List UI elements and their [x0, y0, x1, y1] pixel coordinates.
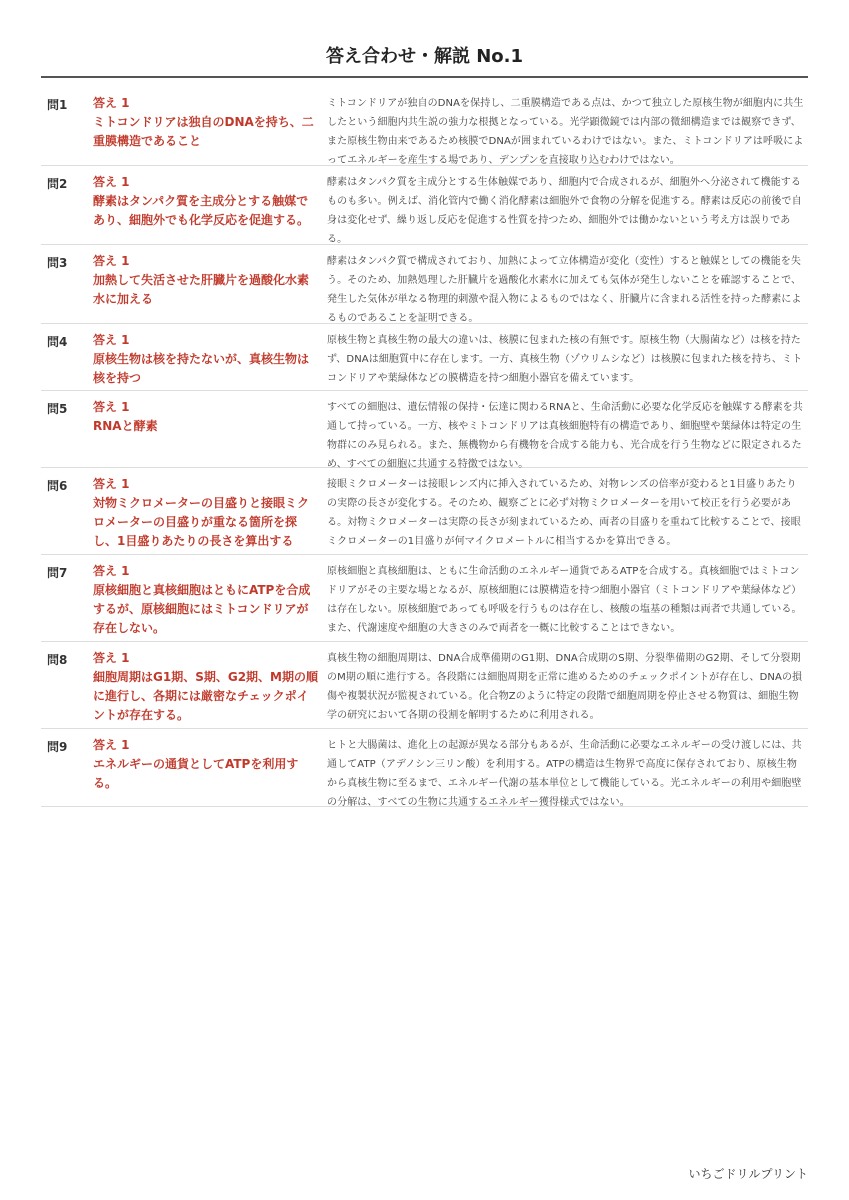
answer-text: 酵素はタンパク質を主成分とする触媒であり、細胞外でも化学反応を促進する。 — [93, 194, 310, 227]
explanation-text: 原核生物と真核生物の最大の違いは、核膜に包まれた核の有無です。原核生物（大腸菌など）は核を持たず、DNAは細胞質中に存在します。一方、真核生物（ゾウリムシなど）は核膜に包まれた核を持ち、ミトコンドリアや葉緑体などの膜構造を持つ細胞小器官を備えています。 — [327, 335, 803, 384]
question-row-4 — [41, 324, 808, 391]
explanation-text: 真核生物の細胞周期は、DNA合成準備期のG1期、DNA合成期のS期、分裂準備期のG2期、そして分裂期のM期の順に進行する。各段階には細胞周期を正常に進めるためのチェックポイントが存在し、DNAの損傷や複製状況が監視されている。化合物Zのように特定の段階で細胞周期を停止させる物質は、細胞生物学の研究において各期の役割を解明するために利用される。 — [327, 653, 803, 721]
question-row-8 — [41, 642, 808, 729]
answer-text: 細胞周期はG1期、S期、G2期、M期の順に進行し、各期には厳密なチェックポイントが存在する。 — [93, 670, 318, 722]
answer-cell — [93, 555, 327, 641]
question-row-6 — [41, 468, 808, 555]
answer-cell — [93, 642, 327, 728]
answer-cell — [93, 166, 327, 244]
question-number: 問8 — [47, 653, 68, 667]
answer-text: 加熱して失活させた肝臓片を過酸化水素水に加える — [93, 273, 310, 306]
answer-cell — [93, 245, 327, 323]
answer-label: 答え 1 — [93, 254, 130, 268]
explanation-text: ヒトと大腸菌は、進化上の起源が異なる部分もあるが、生命活動に必要なエネルギーの受け渡しには、共通してATP（アデノシン三リン酸）を利用する。ATPの構造は生物界で高度に保存されており、原核生物から真核生物に至るまで、エネルギー代謝の基本単位として機能している。光エネルギーの利用や細胞壁の分解は、すべての生物に共通するエネルギー獲得様式ではない。 — [327, 740, 802, 808]
answer-label: 答え 1 — [93, 96, 130, 110]
question-number: 問5 — [47, 402, 68, 416]
explanation-text: 原核細胞と真核細胞は、ともに生命活動のエネルギー通貨であるATPを合成する。真核細胞ではミトコンドリアがその主要な場となるが、原核細胞には膜構造を持つ細胞小器官（ミトコンドリアや葉緑体など）は存在しない。原核細胞であっても呼吸を行うものは存在し、核酸の塩基の種類は両者で共通している。また、代謝速度や細胞の大きさのみで両者を一概に比較することはできない。 — [327, 566, 802, 634]
explanation-text: 酵素はタンパク質を主成分とする生体触媒であり、細胞内で合成されるが、細胞外へ分泌されて機能するものも多い。例えば、消化管内で働く消化酵素は細胞外で食物の分解を促進する。酵素は反応の前後で自身は変化せず、繰り返し反応を促進する性質を持つため、細胞外では働かないという考え方は誤りである。 — [327, 177, 802, 245]
answer-cell — [93, 87, 327, 165]
page-title: 答え合わせ・解説 No.1 — [325, 46, 524, 67]
answer-label: 答え 1 — [93, 333, 130, 347]
question-number: 問7 — [47, 566, 68, 580]
question-row-7 — [41, 555, 808, 642]
explanation-text: すべての細胞は、遺伝情報の保持・伝達に関わるRNAと、生命活動に必要な化学反応を触媒する酵素を共通して持っている。一方、核やミトコンドリアは真核細胞特有の構造であり、細胞壁や葉緑体は特定の生物群にのみ見られる。また、無機物から有機物を合成する能力も、光合成を行う生物などに限定されるため、すべての細胞に共通する特徴ではない。 — [327, 402, 803, 470]
title-divider — [41, 76, 808, 78]
question-row-5 — [41, 391, 808, 468]
answer-cell — [93, 468, 327, 554]
question-number: 問1 — [47, 98, 68, 112]
answer-text: ミトコンドリアは独自のDNAを持ち、二重膜構造であること — [93, 115, 314, 148]
explanation-text: 接眼ミクロメーターは接眼レンズ内に挿入されているため、対物レンズの倍率が変わると1目盛りあたりの実際の長さが変化する。そのため、観察ごとに必ず対物ミクロメーターを用いて校正を行う必要がある。対物ミクロメーターは実際の長さが刻まれているため、両者の目盛りを重ねて比較することで、接眼ミクロメーターの1目盛りが何マイクロメートルに相当するかを算出できる。 — [327, 479, 801, 547]
footer-brand: いちごドリルプリント — [688, 1167, 808, 1181]
answer-label: 答え 1 — [93, 400, 130, 414]
answer-text: RNAと酵素 — [93, 419, 158, 433]
question-row-3 — [41, 245, 808, 324]
answer-text: 原核生物は核を持たないが、真核生物は核を持つ — [93, 352, 310, 385]
explanation-text: ミトコンドリアが独自のDNAを保持し、二重膜構造である点は、かつて独立した原核生物が細胞内に共生したという細胞内共生説の強力な根拠となっている。光学顕微鏡では内部の微細構造までは観察できず、また原核生物由来であるため核膜でDNAが囲まれているわけではない。また、ミトコンドリアは呼吸によってエネルギーを産生する場であり、デンプンを直接取り込むわけではない。 — [327, 98, 804, 166]
question-number: 問4 — [47, 335, 68, 349]
answer-cell — [93, 729, 327, 806]
question-number: 問6 — [47, 479, 68, 493]
question-number: 問9 — [47, 740, 68, 754]
question-row-2 — [41, 166, 808, 245]
question-number: 問2 — [47, 177, 68, 191]
question-row-1 — [41, 87, 808, 166]
answer-cell — [93, 324, 327, 390]
answer-label: 答え 1 — [93, 175, 130, 189]
answer-label: 答え 1 — [93, 738, 130, 752]
answer-text: 原核細胞と真核細胞はともにATPを合成するが、原核細胞にはミトコンドリアが存在しない。 — [93, 583, 311, 635]
answer-text: エネルギーの通貨としてATPを利用する。 — [93, 757, 299, 790]
answer-label: 答え 1 — [93, 564, 130, 578]
question-row-9 — [41, 729, 808, 807]
answer-text: 対物ミクロメーターの目盛りと接眼ミクロメーターの目盛りが重なる箇所を探し、1目盛りあたりの長さを算出する — [93, 496, 310, 548]
answer-table — [41, 87, 808, 807]
answer-cell — [93, 391, 327, 467]
explanation-text: 酵素はタンパク質で構成されており、加熱によって立体構造が変化（変性）すると触媒としての機能を失う。そのため、加熱処理した肝臓片を過酸化水素水に加えても気体が発生しないことを確認することで、発生した気体が単なる物理的刺激や混入物によるものではなく、肝臓片に含まれる活性を持った酵素によるものであることを証明できる。 — [327, 256, 802, 324]
answer-label: 答え 1 — [93, 651, 130, 665]
question-number: 問3 — [47, 256, 68, 270]
answer-label: 答え 1 — [93, 477, 130, 491]
